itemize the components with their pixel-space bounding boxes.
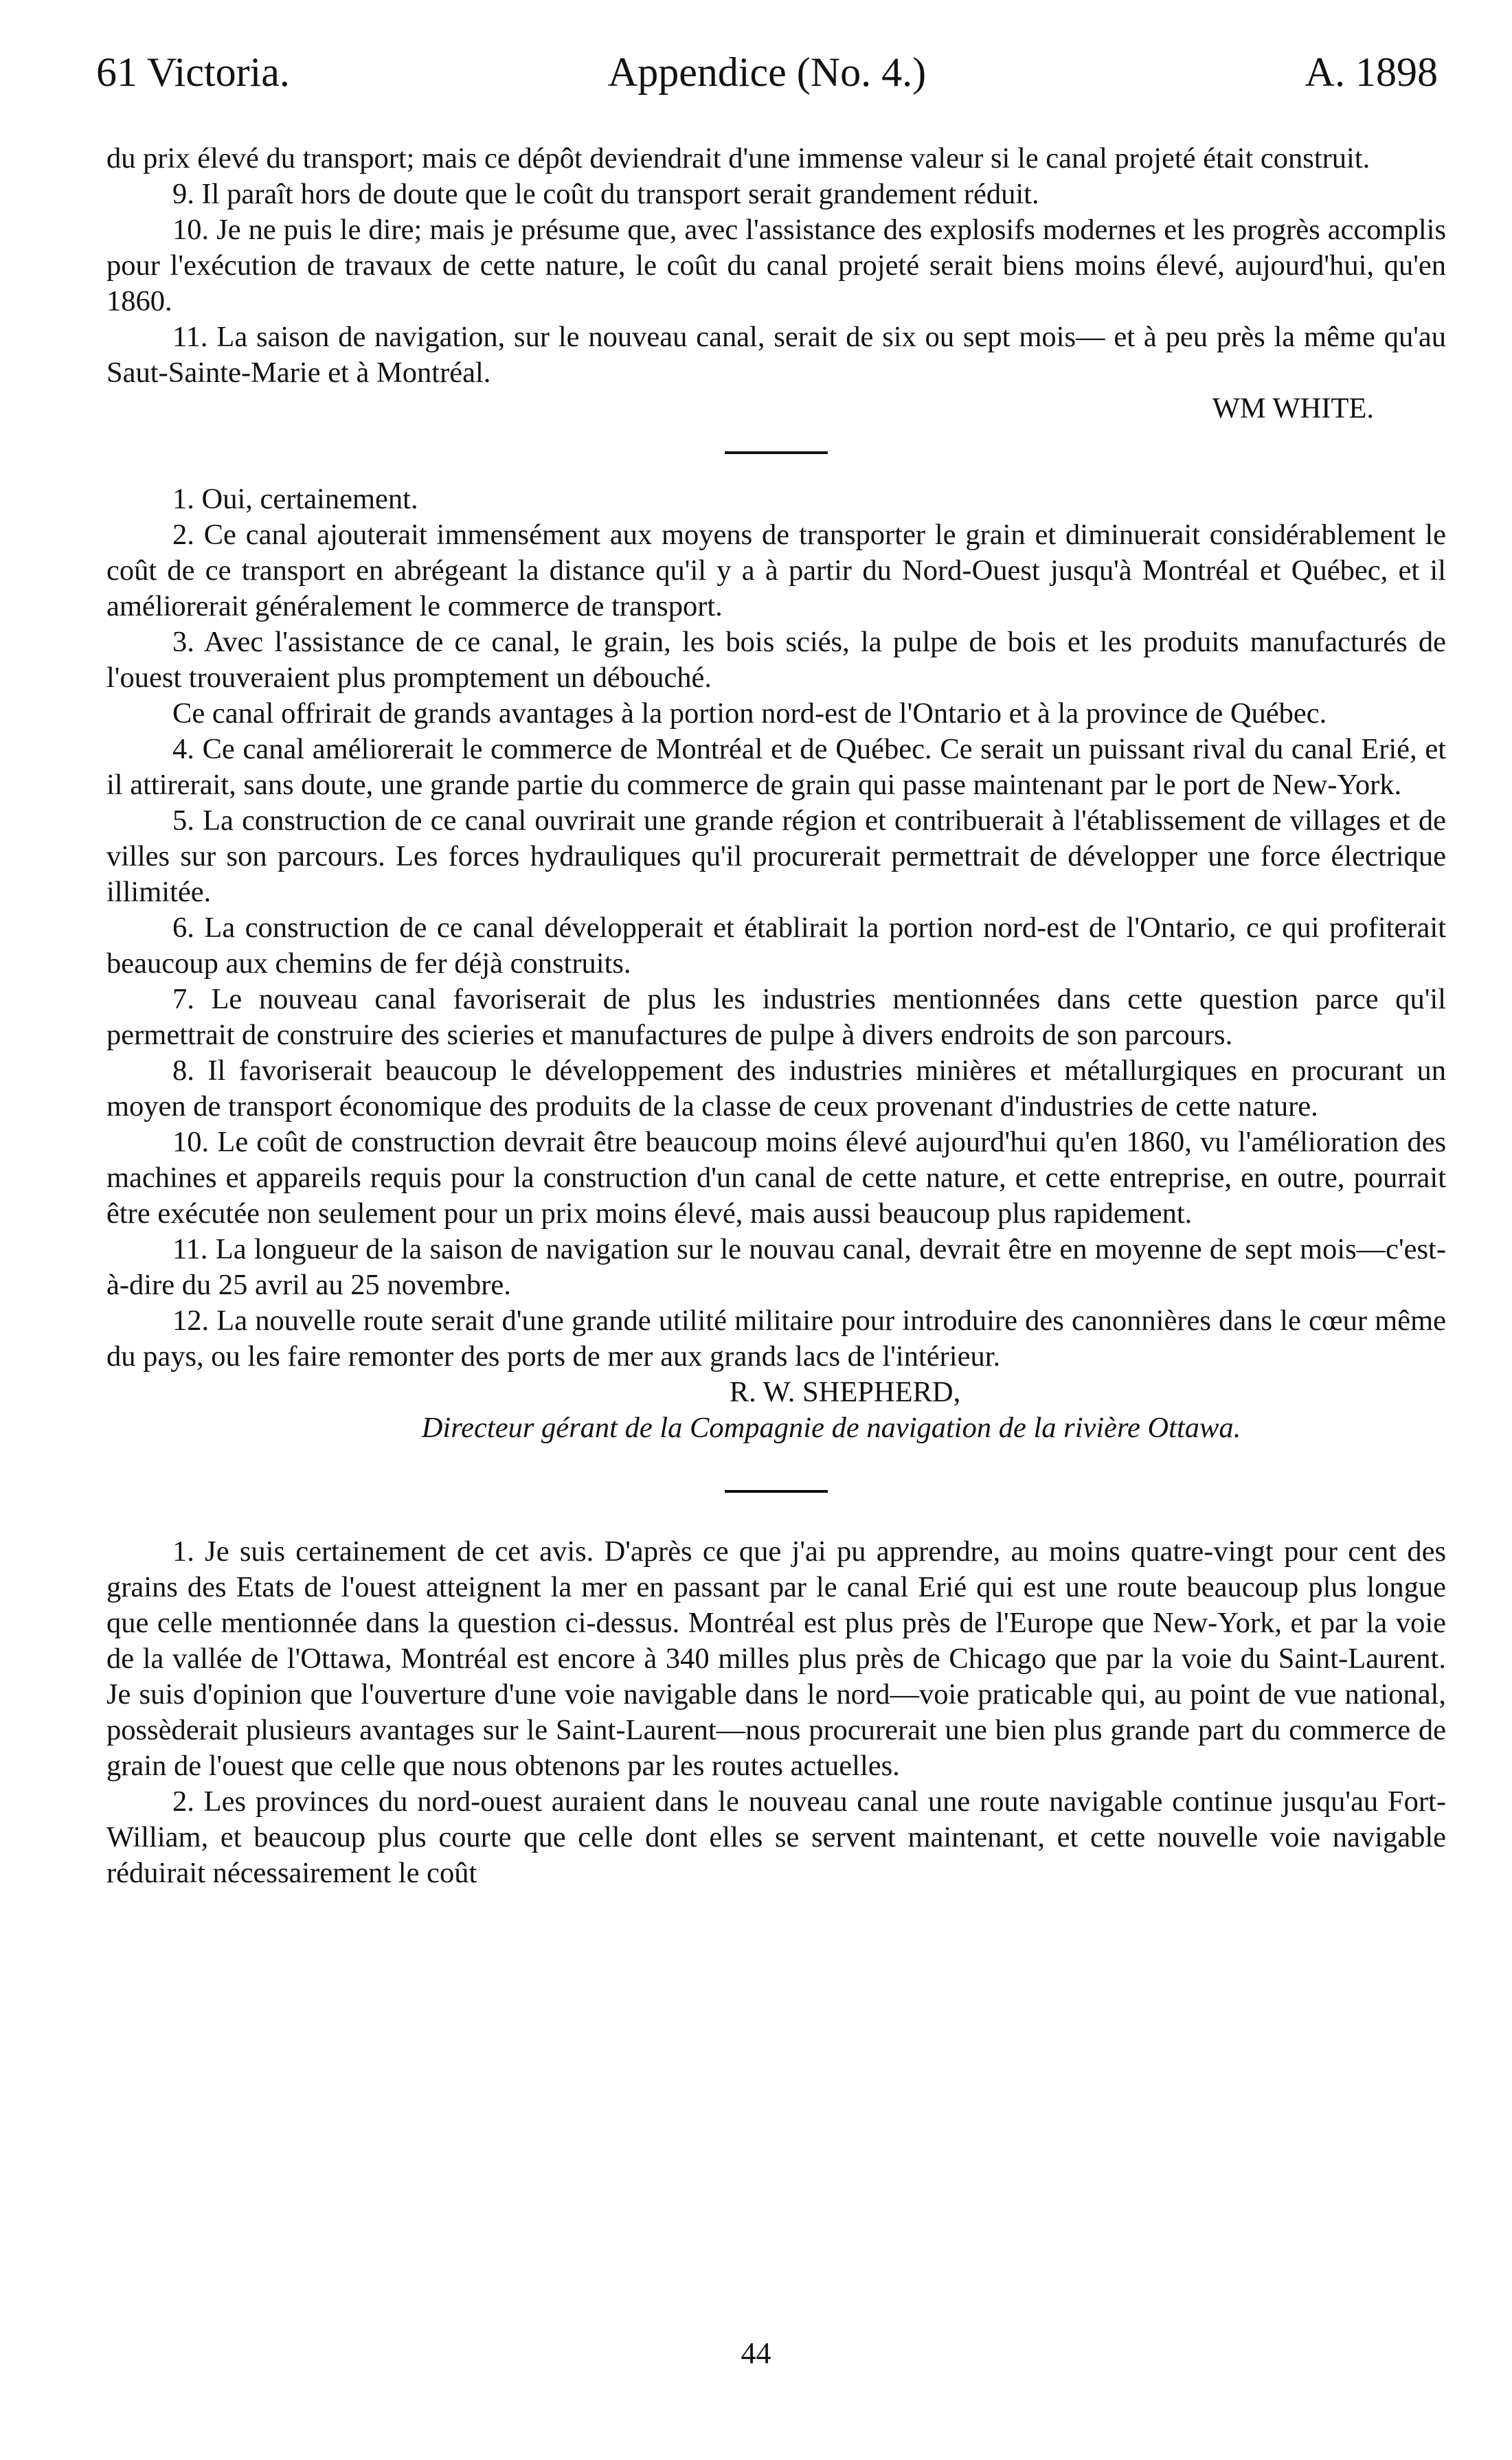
paragraph: 12. La nouvelle route serait d'une grande utilité militaire pour introduire des canonnières dans le cœur même du pays, ou les faire remonter des ports de mer aux grands lacs de l'intérieur. [106,1305,1446,1373]
header-session: 61 Victoria. [96,49,290,95]
running-header [96,48,1438,96]
paragraph: 7. Le nouveau canal favoriserait de plus les industries mentionnées dans cette question parce qu'il permettrait de construire des scieries et manufactures de pulpe à divers endroits de son parcours. [106,983,1446,1051]
paragraph: 6. La construction de ce canal développerait et établirait la portion nord-est de l'Ontario, ce qui profiterait beaucoup aux chemins de fer déjà construits. [106,912,1446,980]
section-divider [725,451,828,454]
paragraph: 3. Avec l'assistance de ce canal, le grain, les bois sciés, la pulpe de bois et les produits manufacturés de l'ouest trouveraient plus promptement un débouché. [106,626,1446,694]
answers-third [106,1534,1446,1891]
paragraph: 10. Je ne puis le dire; mais je présume que, avec l'assistance des explosifs modernes et les progrès accomplis pour l'exécution de travaux de cette nature, le coût du canal projeté serait biens moins élevé, aujourd'hui, qu'en 1860. [106,214,1446,317]
paragraph: 2. Ce canal ajouterait immensément aux moyens de transporter le grain et diminuerait considérablement le coût de ce transport en abrégeant la distance qu'il y a à partir du Nord-Ouest jusqu'à Montréal et Québec, et il améliorerait généralement le commerce de transport. [106,519,1446,622]
signature: WM WHITE. [1212,392,1374,425]
answers-white [106,141,1446,427]
paragraph: du prix élevé du transport; mais ce dépôt deviendrait d'une immense valeur si le canal projeté était construit. [106,142,1370,174]
header-appendix: Appendice (No. 4.) [607,49,927,95]
answers-shepherd [106,482,1446,1446]
paragraph: 8. Il favoriserait beaucoup le développement des industries minières et métallurgiques en procurant un moyen de transport économique des produits de la classe de ceux provenant d'industries de cette nature. [106,1054,1446,1122]
paragraph: 1. Oui, certainement. [172,483,418,515]
header-year: A. 1898 [1305,49,1438,95]
paragraph: 1. Je suis certainement de cet avis. D'après ce que j'ai pu apprendre, au moins quatre-vingt pour cent des grains des Etats de l'ouest atteignent la mer en passant par le canal Erié qui est une route beaucoup plus longue que celle mentionnée dans la question ci-dessus. Montréal est plus près de l'Europe que New-York, et par la voie de la vallée de l'Ottawa, Montréal est encore à 340 milles plus près de Chicago que par la voie du Saint-Laurent. Je suis d'opinion que l'ouverture d'une voie navigable dans le nord—voie praticable qui, au point de vue national, possèderait plusieurs avantages sur le Saint-Laurent—nous procurerait une bien plus grande part du commerce de grain de l'ouest que celle que nous obtenons par les routes actuelles. [106,1535,1446,1782]
paragraph: 11. La longueur de la saison de navigation sur le nouvau canal, devrait être en moyenne de sept mois—c'est-à-dire du 25 avril au 25 novembre. [106,1233,1446,1301]
document-body [106,141,1446,1891]
paragraph: 5. La construction de ce canal ouvrirait une grande région et contribuerait à l'établissement de villages et de villes sur son parcours. Les forces hydrauliques qu'il procurerait permettrait de développer une force électrique illimitée. [106,804,1446,908]
paragraph: 9. Il paraît hors de doute que le coût du transport serait grandement réduit. [172,178,1039,210]
paragraph: 4. Ce canal améliorerait le commerce de Montréal et de Québec. Ce serait un puissant rival du canal Erié, et il attirerait, sans doute, une grande partie du commerce de grain qui passe maintenant par le port de New-York. [106,733,1446,801]
paragraph: 10. Le coût de construction devrait être beaucoup moins élevé aujourd'hui qu'en 1860, vu l'amélioration des machines et appareils requis pour la construction d'un canal de cette nature, et cette entreprise, en outre, pourrait être exécutée non seulement pour un prix moins élevé, mais aussi beaucoup plus rapidement. [106,1126,1446,1230]
page-number: 44 [741,2336,771,2370]
section-divider [725,1490,828,1493]
paragraph: 2. Les provinces du nord-ouest auraient dans le nouveau canal une route navigable continue jusqu'au Fort-William, et beaucoup plus courte que celle dont elles se servent maintenant, et cette nouvelle voie navigable réduirait nécessairement le coût [106,1785,1446,1889]
paragraph: Ce canal offrirait de grands avantages à la portion nord-est de l'Ontario et à la province de Québec. [172,697,1327,730]
paragraph: 11. La saison de navigation, sur le nouveau canal, serait de six ou sept mois— et à peu près la même qu'au Saut-Sainte-Marie et à Montréal. [106,321,1446,389]
signature-title: Directeur gérant de la Compagnie de navigation de la rivière Ottawa. [421,1412,1241,1444]
signature-name: R. W. SHEPHERD, [729,1376,961,1408]
